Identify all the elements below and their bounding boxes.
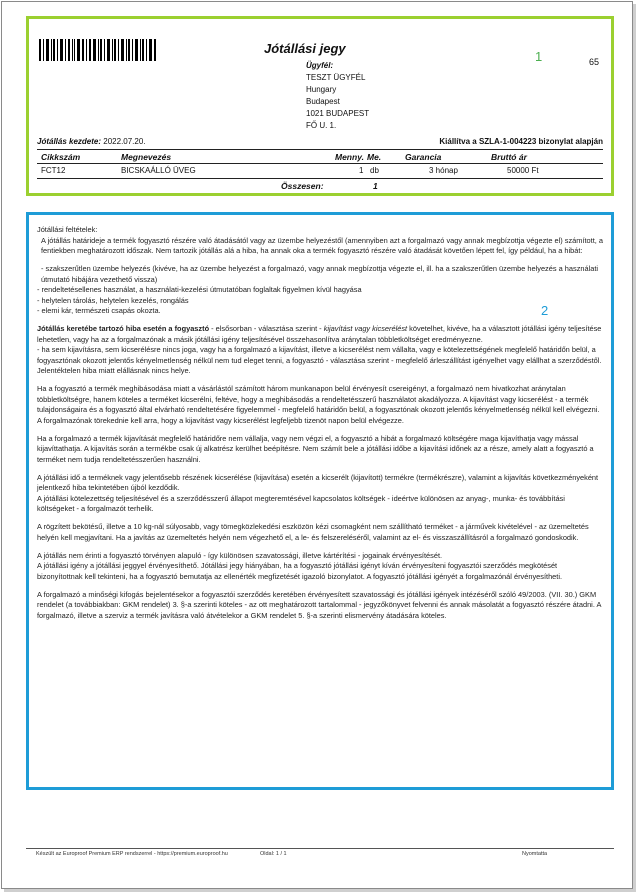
terms-italic: kijavítást vagy kicserélést xyxy=(323,324,408,333)
terms-paragraph: A jótállás nem érinti a fogyasztó törvényen alapuló - így különösen szavatossági, illetve kártérítési - jogainak érvényesítését. xyxy=(37,550,443,560)
col-header-qty: Menny. xyxy=(335,152,364,162)
terms-bullet: - elemi kár, természeti csapás okozta. xyxy=(37,306,161,315)
terms-bullet: - helytelen tárolás, helytelen kezelés, rongálás xyxy=(37,295,189,305)
document-title: Jótállási jegy xyxy=(264,41,346,56)
customer-name: TESZT ÜGYFÉL xyxy=(306,73,366,82)
customer-label: Ügyfél: xyxy=(306,61,334,70)
start-date: 2022.07.20. xyxy=(103,137,146,146)
warranty-start-row xyxy=(37,137,603,146)
table-cell-gross-price: 50000 Ft xyxy=(507,166,539,175)
col-header-gross-price: Bruttó ár xyxy=(491,152,527,162)
terms-bullet: - rendeltetésellenes használat, a használati-kezelési útmutatóban foglaltak figyelmen kívül hagyása xyxy=(37,285,362,294)
warranty-terms-section xyxy=(26,212,614,790)
terms-text xyxy=(37,225,603,621)
terms-paragraph: A jótállási kötelezettség teljesítésével és a szerződésszerű állapot megteremtésével kapcsolatos költségek - ideértve különösen az anyag-, munka- és továbbítási költségeket - a forgalmazót terhelik. xyxy=(37,493,565,513)
terms-paragraph: Ha a forgalmazó a termék kijavítását megfelelő határidőre nem vállalja, vagy nem végzi el, a fogyasztó a hibát a forgalmazó költségére maga kijavíthatja vagy mással kijavíttathatja. A kijavítás során a termékbe csak új alkatrész kerülhet beépítésre. Nem számít bele a jótállási időbe a kijavítási időnek az a része, amely alatt a fogyasztó a terméket nem tudja rendeltetésszerűen használni. xyxy=(37,433,594,464)
col-header-unit: Me. xyxy=(367,152,382,162)
terms-text-span: - elsősorban - választása szerint - xyxy=(209,324,324,333)
warranty-header-section xyxy=(26,16,614,196)
terms-paragraph: A forgalmazó a minőségi kifogás bejelentésekor a fogyasztói szerződés keretében érvényesített szavatossági és jótállási igények intézéséről szóló 49/2003. (VII. 30.) GKM rendelet (a továbbiakban: GKM rendelet) 3. §-a szerinti köteles - az ott meghatározott tartalommal - jegyzőkönyvet felvenni és annak másolatát a fogyasztó részére átadni. A forgalmazó, illetve a szerviz a termék javításra való átvételekor a GKM rendelet 5. §-a szerinti elismervény átadására köteles. xyxy=(37,589,602,620)
barcode-image xyxy=(39,39,157,61)
terms-heading: Jótállási feltételek: xyxy=(37,225,98,234)
customer-street: FŐ U. 1. xyxy=(306,121,337,130)
footer-divider xyxy=(26,848,614,849)
table-cell-unit: db xyxy=(370,166,379,175)
footer-software-note: Készült az Europroof Premium ERP rendszerrel - https://premium.europroof.hu xyxy=(36,851,228,857)
section-marker-1: 1 xyxy=(535,49,543,64)
terms-paragraph xyxy=(37,324,603,345)
terms-paragraph: A jótállási igény a jótállási jeggyel érvényesíthető. Jótállási jegy hiányában, ha a fogyasztó jótállási igényt kíván érvényesíteni fogyasztói szerződés megkötését bizonyítottnak kell tekinteni, ha a fogyasztó bemutatja az ellenérték megfizetését igazoló bizonylatot. A fogyasztó jótállási igényét a forgalmazónál érvényesítheti. xyxy=(37,561,563,581)
terms-paragraph: A jótállás határideje a termék fogyasztó részére való átadásától vagy az üzembe helyezéstől (amennyiben azt a forgalmazó vagy annak megbízottja végezte el) számított, a fentiekben meghatározott időszak. Nem tartozik jótállás alá a hiba, ha annak oka a termék fogyasztó részére való átadását követően lépett fel, így például, ha a hibát: xyxy=(41,235,603,255)
terms-paragraph: A jótállási idő a terméknek vagy jelentősebb részének kicserélése (kijavítása) esetén a kicserélt (kijavított) termékre (termékrészre), valamint a kijavítás következményeként jelentkező hiba tekintetében újból kezdődik. xyxy=(37,472,599,492)
start-label: Jótállás kezdete: xyxy=(37,137,102,146)
issued-note: Kiállítva a SZLA-1-004223 bizonylat alapján xyxy=(439,137,603,146)
col-header-name: Megnevezés xyxy=(121,152,172,162)
section-marker-2: 2 xyxy=(541,303,549,318)
col-header-warranty: Garancia xyxy=(405,152,442,162)
terms-paragraph: Ha a fogyasztó a termék meghibásodása miatt a vásárlástól számított három munkanapon belül érvényesít csereigényt, a forgalmazó nem hivatkozhat aránytalan többletköltségre, hanem köteles a terméket kicserélni, feltéve, hogy a meghibásodás a rendeltetésszerű használatot akadályozza. A kijavítást vagy kicserélést - a termék tulajdonságaira és a fogyasztó által elvárható rendeltetésére figyelemmel - megfelelő határidőn belül, a fogyasztónak okozott jelentős kényelmetlenség nélkül kell elvégezni. A forgalmazónak törekednie kell arra, hogy a kijavítást vagy kicserélést legfeljebb tizenöt napon belül elvégezze. xyxy=(37,384,600,425)
terms-bullet: - szakszerűtlen üzembe helyezés (kivéve, ha az üzembe helyezést a forgalmazó, vagy annak megbízottja végezte el, ill. ha a szakszerűtlen üzembe helyezés a használati útmutató hibájára vezethető vissza) xyxy=(41,264,599,284)
col-header-item-code: Cikkszám xyxy=(41,152,81,162)
terms-emphasis: Jótállás keretébe tartozó hiba esetén a fogyasztó xyxy=(37,324,210,333)
terms-paragraph: - ha sem kijavításra, sem kicserélésre nincs joga, vagy ha a forgalmazó a kijavítást, illetve a kicserélést nem vállalta, vagy e kötelezettségének megfelelő határidőn belül, a fogyasztónak okozott jelentős kényelmetlenség nélkül nem tud eleget tenni, a fogyasztó - választása szerint - megfelelő árleszállítást igényelhet vagy elállhat a szerződéstől. Jelentéktelen hiba miatt elállásnak nincs helye. xyxy=(37,345,602,375)
table-cell-warranty: 3 hónap xyxy=(429,166,458,175)
customer-block xyxy=(306,60,369,132)
terms-paragraph: A rögzített bekötésű, illetve a 10 kg-nál súlyosabb, vagy tömegközlekedési eszközön kézi csomagként nem szállítható terméket - a járművek kivételével - az üzemeltetés helyén kell megjavítani. Ha a javítás az üzemeltetés helyén nem végezhető el, a le- és felszereléséről, valamint az el- és visszaszállításról a forgalmazó gondoskodik. xyxy=(37,522,589,542)
table-cell-name: BICSKAÁLLÓ ÜVEG xyxy=(121,166,196,175)
divider xyxy=(37,149,603,150)
customer-zip-city: 1021 BUDAPEST xyxy=(306,109,370,118)
footer-printed-by: Nyomtatta xyxy=(522,851,548,857)
divider xyxy=(37,163,603,164)
total-label: Összesen: xyxy=(281,181,324,191)
table-cell-qty: 1 xyxy=(359,166,364,175)
customer-country: Hungary xyxy=(306,85,337,94)
total-value: 1 xyxy=(373,181,378,191)
divider xyxy=(37,178,603,179)
customer-city: Budapest xyxy=(306,97,340,106)
document-page xyxy=(1,1,633,889)
footer-page-count: Oldal: 1 / 1 xyxy=(260,851,287,857)
page-number: 65 xyxy=(589,57,600,67)
table-cell-item-code: FCT12 xyxy=(41,166,66,175)
terms-text-span: követelhet, kivéve, ha a választott jótállási igény teljesítése lehetetlen, vagy ha az a forgalmazónak a másik jótállási igény teljesítésével összehasonlítva aránytalan többletköltséget eredményezne. xyxy=(37,324,602,344)
